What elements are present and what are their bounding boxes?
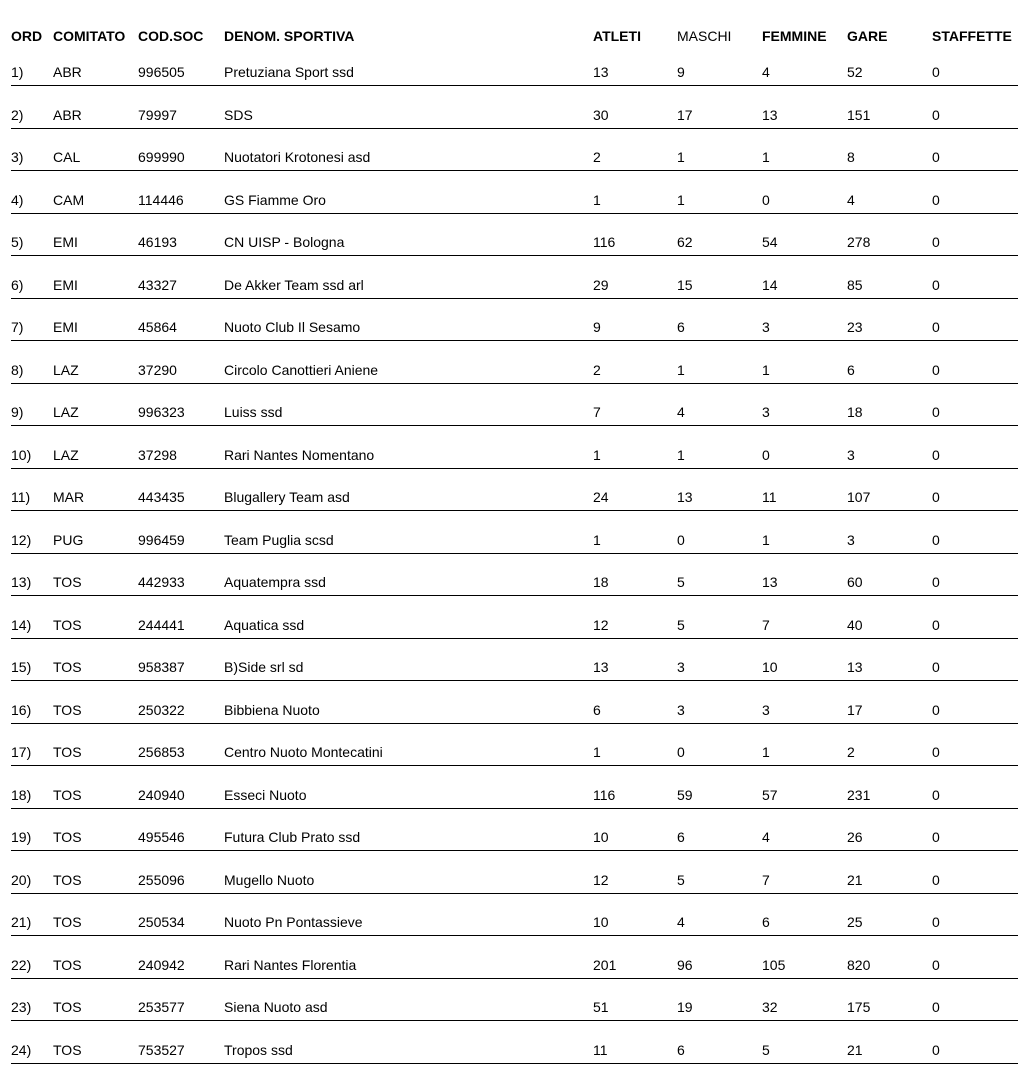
cell-denom-sportiva: De Akker Team ssd arl bbox=[224, 276, 364, 294]
table-row bbox=[0, 446, 1034, 489]
cell-maschi: 5 bbox=[677, 871, 685, 889]
cell-femmine: 4 bbox=[762, 828, 770, 846]
cell-atleti: 11 bbox=[593, 1041, 608, 1059]
cell-femmine: 0 bbox=[762, 446, 770, 464]
header-maschi: MASCHI bbox=[677, 27, 731, 45]
cell-cod-soc: 753527 bbox=[138, 1041, 185, 1059]
cell-gare: 52 bbox=[847, 63, 863, 81]
row-divider bbox=[11, 893, 1018, 894]
cell-staffette: 0 bbox=[932, 488, 940, 506]
cell-maschi: 17 bbox=[677, 106, 693, 124]
cell-gare: 175 bbox=[847, 998, 870, 1016]
table-header bbox=[0, 27, 1034, 47]
cell-cod-soc: 253577 bbox=[138, 998, 185, 1016]
row-divider bbox=[11, 850, 1018, 851]
header-atleti: ATLETI bbox=[593, 27, 641, 45]
cell-cod-soc: 442933 bbox=[138, 573, 185, 591]
cell-denom-sportiva: CN UISP - Bologna bbox=[224, 233, 344, 251]
cell-femmine: 6 bbox=[762, 913, 770, 931]
cell-maschi: 1 bbox=[677, 361, 685, 379]
cell-cod-soc: 255096 bbox=[138, 871, 185, 889]
cell-ord: 2) bbox=[11, 106, 23, 124]
cell-ord: 1) bbox=[11, 63, 23, 81]
table-row bbox=[0, 361, 1034, 404]
cell-staffette: 0 bbox=[932, 233, 940, 251]
cell-cod-soc: 240940 bbox=[138, 786, 185, 804]
cell-atleti: 13 bbox=[593, 658, 609, 676]
cell-denom-sportiva: Siena Nuoto asd bbox=[224, 998, 328, 1016]
row-divider bbox=[11, 255, 1018, 256]
cell-denom-sportiva: Centro Nuoto Montecatini bbox=[224, 743, 383, 761]
cell-atleti: 13 bbox=[593, 63, 609, 81]
cell-ord: 12) bbox=[11, 531, 31, 549]
cell-ord: 5) bbox=[11, 233, 23, 251]
cell-gare: 278 bbox=[847, 233, 870, 251]
cell-femmine: 13 bbox=[762, 573, 778, 591]
table-row bbox=[0, 233, 1034, 276]
row-divider bbox=[11, 553, 1018, 554]
cell-denom-sportiva: Circolo Canottieri Aniene bbox=[224, 361, 378, 379]
cell-cod-soc: 996323 bbox=[138, 403, 185, 421]
row-divider bbox=[11, 128, 1018, 129]
cell-gare: 17 bbox=[847, 701, 863, 719]
cell-staffette: 0 bbox=[932, 998, 940, 1016]
cell-comitato: LAZ bbox=[53, 361, 79, 379]
cell-comitato: TOS bbox=[53, 573, 82, 591]
cell-atleti: 7 bbox=[593, 403, 601, 421]
cell-denom-sportiva: Nuoto Club Il Sesamo bbox=[224, 318, 360, 336]
header-staffette: STAFFETTE bbox=[932, 27, 1012, 45]
row-divider bbox=[11, 1020, 1018, 1021]
cell-cod-soc: 250534 bbox=[138, 913, 185, 931]
cell-ord: 17) bbox=[11, 743, 31, 761]
cell-femmine: 7 bbox=[762, 616, 770, 634]
cell-ord: 6) bbox=[11, 276, 23, 294]
cell-gare: 2 bbox=[847, 743, 855, 761]
cell-femmine: 3 bbox=[762, 318, 770, 336]
cell-denom-sportiva: Luiss ssd bbox=[224, 403, 282, 421]
table-row bbox=[0, 106, 1034, 149]
cell-staffette: 0 bbox=[932, 276, 940, 294]
cell-staffette: 0 bbox=[932, 828, 940, 846]
cell-gare: 4 bbox=[847, 191, 855, 209]
cell-comitato: CAM bbox=[53, 191, 84, 209]
row-divider bbox=[11, 765, 1018, 766]
table-row bbox=[0, 148, 1034, 191]
table-row bbox=[0, 786, 1034, 829]
row-divider bbox=[11, 170, 1018, 171]
row-divider bbox=[11, 213, 1018, 214]
cell-comitato: TOS bbox=[53, 786, 82, 804]
cell-atleti: 2 bbox=[593, 361, 601, 379]
cell-comitato: EMI bbox=[53, 276, 78, 294]
cell-ord: 3) bbox=[11, 148, 23, 166]
row-divider bbox=[11, 425, 1018, 426]
cell-atleti: 116 bbox=[593, 786, 615, 804]
row-divider bbox=[11, 595, 1018, 596]
row-divider bbox=[11, 1063, 1018, 1064]
cell-cod-soc: 45864 bbox=[138, 318, 177, 336]
cell-gare: 3 bbox=[847, 446, 855, 464]
cell-femmine: 3 bbox=[762, 403, 770, 421]
cell-femmine: 4 bbox=[762, 63, 770, 81]
table-row bbox=[0, 913, 1034, 956]
cell-cod-soc: 958387 bbox=[138, 658, 185, 676]
table-row bbox=[0, 318, 1034, 361]
cell-cod-soc: 37298 bbox=[138, 446, 177, 464]
cell-maschi: 3 bbox=[677, 701, 685, 719]
cell-denom-sportiva: Blugallery Team asd bbox=[224, 488, 350, 506]
cell-atleti: 6 bbox=[593, 701, 601, 719]
table-row bbox=[0, 488, 1034, 531]
cell-gare: 21 bbox=[847, 871, 863, 889]
cell-cod-soc: 443435 bbox=[138, 488, 185, 506]
header-cod-soc: COD.SOC bbox=[138, 27, 203, 45]
cell-ord: 13) bbox=[11, 573, 31, 591]
cell-maschi: 19 bbox=[677, 998, 693, 1016]
table-row bbox=[0, 998, 1034, 1041]
cell-comitato: ABR bbox=[53, 106, 82, 124]
table-row bbox=[0, 871, 1034, 914]
cell-cod-soc: 46193 bbox=[138, 233, 177, 251]
cell-comitato: TOS bbox=[53, 701, 82, 719]
cell-gare: 8 bbox=[847, 148, 855, 166]
cell-ord: 11) bbox=[11, 488, 30, 506]
cell-staffette: 0 bbox=[932, 871, 940, 889]
cell-gare: 40 bbox=[847, 616, 863, 634]
cell-denom-sportiva: SDS bbox=[224, 106, 253, 124]
cell-denom-sportiva: B)Side srl sd bbox=[224, 658, 303, 676]
cell-femmine: 13 bbox=[762, 106, 778, 124]
cell-femmine: 1 bbox=[762, 743, 770, 761]
cell-atleti: 10 bbox=[593, 828, 609, 846]
table-row bbox=[0, 828, 1034, 871]
cell-maschi: 1 bbox=[677, 148, 685, 166]
cell-cod-soc: 79997 bbox=[138, 106, 177, 124]
cell-ord: 22) bbox=[11, 956, 31, 974]
cell-cod-soc: 996505 bbox=[138, 63, 185, 81]
cell-cod-soc: 699990 bbox=[138, 148, 185, 166]
cell-comitato: LAZ bbox=[53, 446, 79, 464]
cell-staffette: 0 bbox=[932, 446, 940, 464]
row-divider bbox=[11, 723, 1018, 724]
cell-maschi: 62 bbox=[677, 233, 693, 251]
cell-atleti: 24 bbox=[593, 488, 609, 506]
header-denom-sportiva: DENOM. SPORTIVA bbox=[224, 27, 354, 45]
cell-denom-sportiva: Mugello Nuoto bbox=[224, 871, 314, 889]
header-comitato: COMITATO bbox=[53, 27, 125, 45]
cell-cod-soc: 240942 bbox=[138, 956, 185, 974]
row-divider bbox=[11, 808, 1018, 809]
header-gare: GARE bbox=[847, 27, 887, 45]
table-row bbox=[0, 658, 1034, 701]
table-row bbox=[0, 956, 1034, 999]
cell-comitato: CAL bbox=[53, 148, 80, 166]
cell-comitato: MAR bbox=[53, 488, 84, 506]
cell-femmine: 3 bbox=[762, 701, 770, 719]
cell-gare: 820 bbox=[847, 956, 870, 974]
cell-comitato: TOS bbox=[53, 743, 82, 761]
cell-denom-sportiva: GS Fiamme Oro bbox=[224, 191, 326, 209]
cell-gare: 25 bbox=[847, 913, 863, 931]
cell-gare: 23 bbox=[847, 318, 863, 336]
cell-cod-soc: 495546 bbox=[138, 828, 185, 846]
cell-femmine: 14 bbox=[762, 276, 778, 294]
cell-gare: 6 bbox=[847, 361, 855, 379]
cell-cod-soc: 37290 bbox=[138, 361, 177, 379]
cell-maschi: 15 bbox=[677, 276, 693, 294]
cell-comitato: TOS bbox=[53, 1041, 82, 1059]
header-ord: ORD bbox=[11, 27, 42, 45]
cell-gare: 107 bbox=[847, 488, 870, 506]
cell-maschi: 1 bbox=[677, 446, 685, 464]
row-divider bbox=[11, 510, 1018, 511]
cell-ord: 16) bbox=[11, 701, 31, 719]
table-row bbox=[0, 276, 1034, 319]
row-divider bbox=[11, 680, 1018, 681]
cell-ord: 19) bbox=[11, 828, 31, 846]
cell-staffette: 0 bbox=[932, 956, 940, 974]
cell-maschi: 9 bbox=[677, 63, 685, 81]
cell-staffette: 0 bbox=[932, 743, 940, 761]
table-row bbox=[0, 743, 1034, 786]
cell-ord: 20) bbox=[11, 871, 31, 889]
cell-gare: 231 bbox=[847, 786, 870, 804]
cell-comitato: EMI bbox=[53, 318, 78, 336]
cell-atleti: 51 bbox=[593, 998, 609, 1016]
row-divider bbox=[11, 383, 1018, 384]
cell-ord: 4) bbox=[11, 191, 23, 209]
cell-atleti: 29 bbox=[593, 276, 609, 294]
cell-staffette: 0 bbox=[932, 318, 940, 336]
cell-ord: 8) bbox=[11, 361, 23, 379]
cell-femmine: 1 bbox=[762, 531, 770, 549]
cell-femmine: 11 bbox=[762, 488, 777, 506]
cell-atleti: 1 bbox=[593, 743, 601, 761]
cell-femmine: 57 bbox=[762, 786, 778, 804]
table-row bbox=[0, 403, 1034, 446]
cell-denom-sportiva: Aquatempra ssd bbox=[224, 573, 326, 591]
cell-maschi: 0 bbox=[677, 531, 685, 549]
row-divider bbox=[11, 638, 1018, 639]
cell-femmine: 5 bbox=[762, 1041, 770, 1059]
cell-ord: 24) bbox=[11, 1041, 31, 1059]
cell-staffette: 0 bbox=[932, 786, 940, 804]
cell-maschi: 13 bbox=[677, 488, 693, 506]
cell-femmine: 1 bbox=[762, 148, 770, 166]
cell-denom-sportiva: Bibbiena Nuoto bbox=[224, 701, 320, 719]
cell-comitato: LAZ bbox=[53, 403, 79, 421]
cell-gare: 26 bbox=[847, 828, 863, 846]
cell-ord: 7) bbox=[11, 318, 23, 336]
cell-atleti: 1 bbox=[593, 191, 601, 209]
cell-atleti: 18 bbox=[593, 573, 609, 591]
cell-maschi: 96 bbox=[677, 956, 693, 974]
cell-comitato: TOS bbox=[53, 998, 82, 1016]
table-row bbox=[0, 531, 1034, 574]
cell-denom-sportiva: Aquatica ssd bbox=[224, 616, 304, 634]
cell-femmine: 0 bbox=[762, 191, 770, 209]
table-row bbox=[0, 191, 1034, 234]
cell-denom-sportiva: Nuotatori Krotonesi asd bbox=[224, 148, 370, 166]
cell-staffette: 0 bbox=[932, 63, 940, 81]
cell-gare: 18 bbox=[847, 403, 863, 421]
cell-ord: 9) bbox=[11, 403, 23, 421]
cell-denom-sportiva: Rari Nantes Florentia bbox=[224, 956, 356, 974]
cell-maschi: 6 bbox=[677, 1041, 685, 1059]
cell-denom-sportiva: Esseci Nuoto bbox=[224, 786, 306, 804]
row-divider bbox=[11, 978, 1018, 979]
cell-comitato: ABR bbox=[53, 63, 82, 81]
cell-staffette: 0 bbox=[932, 616, 940, 634]
cell-staffette: 0 bbox=[932, 1041, 940, 1059]
cell-atleti: 116 bbox=[593, 233, 615, 251]
cell-cod-soc: 43327 bbox=[138, 276, 177, 294]
cell-denom-sportiva: Team Puglia scsd bbox=[224, 531, 334, 549]
cell-staffette: 0 bbox=[932, 361, 940, 379]
cell-femmine: 7 bbox=[762, 871, 770, 889]
cell-denom-sportiva: Pretuziana Sport ssd bbox=[224, 63, 354, 81]
cell-gare: 60 bbox=[847, 573, 863, 591]
cell-comitato: TOS bbox=[53, 658, 82, 676]
cell-staffette: 0 bbox=[932, 913, 940, 931]
table-row bbox=[0, 701, 1034, 744]
cell-gare: 21 bbox=[847, 1041, 863, 1059]
cell-cod-soc: 250322 bbox=[138, 701, 185, 719]
header-femmine: FEMMINE bbox=[762, 27, 827, 45]
cell-maschi: 3 bbox=[677, 658, 685, 676]
cell-maschi: 4 bbox=[677, 913, 685, 931]
cell-comitato: TOS bbox=[53, 956, 82, 974]
cell-atleti: 12 bbox=[593, 616, 609, 634]
cell-comitato: TOS bbox=[53, 913, 82, 931]
cell-atleti: 30 bbox=[593, 106, 609, 124]
cell-gare: 13 bbox=[847, 658, 863, 676]
cell-maschi: 0 bbox=[677, 743, 685, 761]
cell-ord: 10) bbox=[11, 446, 31, 464]
cell-comitato: TOS bbox=[53, 616, 82, 634]
cell-ord: 14) bbox=[11, 616, 31, 634]
cell-atleti: 10 bbox=[593, 913, 609, 931]
cell-cod-soc: 996459 bbox=[138, 531, 185, 549]
cell-femmine: 32 bbox=[762, 998, 778, 1016]
cell-maschi: 5 bbox=[677, 616, 685, 634]
cell-femmine: 54 bbox=[762, 233, 778, 251]
cell-denom-sportiva: Tropos ssd bbox=[224, 1041, 293, 1059]
cell-staffette: 0 bbox=[932, 531, 940, 549]
cell-staffette: 0 bbox=[932, 573, 940, 591]
row-divider bbox=[11, 85, 1018, 86]
cell-cod-soc: 256853 bbox=[138, 743, 185, 761]
table-row bbox=[0, 616, 1034, 659]
cell-comitato: TOS bbox=[53, 828, 82, 846]
cell-atleti: 9 bbox=[593, 318, 601, 336]
row-divider bbox=[11, 298, 1018, 299]
cell-femmine: 1 bbox=[762, 361, 770, 379]
cell-maschi: 1 bbox=[677, 191, 685, 209]
cell-staffette: 0 bbox=[932, 191, 940, 209]
cell-maschi: 5 bbox=[677, 573, 685, 591]
cell-staffette: 0 bbox=[932, 701, 940, 719]
cell-atleti: 1 bbox=[593, 531, 601, 549]
cell-atleti: 1 bbox=[593, 446, 601, 464]
cell-maschi: 6 bbox=[677, 828, 685, 846]
cell-atleti: 12 bbox=[593, 871, 609, 889]
cell-femmine: 10 bbox=[762, 658, 778, 676]
cell-ord: 15) bbox=[11, 658, 31, 676]
cell-comitato: EMI bbox=[53, 233, 78, 251]
cell-staffette: 0 bbox=[932, 403, 940, 421]
row-divider bbox=[11, 340, 1018, 341]
table-row bbox=[0, 63, 1034, 106]
cell-gare: 151 bbox=[847, 106, 870, 124]
cell-denom-sportiva: Futura Club Prato ssd bbox=[224, 828, 360, 846]
cell-denom-sportiva: Nuoto Pn Pontassieve bbox=[224, 913, 363, 931]
row-divider bbox=[11, 468, 1018, 469]
cell-staffette: 0 bbox=[932, 106, 940, 124]
cell-gare: 85 bbox=[847, 276, 863, 294]
cell-ord: 23) bbox=[11, 998, 31, 1016]
cell-femmine: 105 bbox=[762, 956, 785, 974]
cell-comitato: TOS bbox=[53, 871, 82, 889]
cell-maschi: 59 bbox=[677, 786, 693, 804]
cell-staffette: 0 bbox=[932, 148, 940, 166]
cell-ord: 18) bbox=[11, 786, 31, 804]
cell-cod-soc: 114446 bbox=[138, 191, 184, 209]
row-divider bbox=[11, 935, 1018, 936]
cell-staffette: 0 bbox=[932, 658, 940, 676]
cell-denom-sportiva: Rari Nantes Nomentano bbox=[224, 446, 374, 464]
cell-maschi: 4 bbox=[677, 403, 685, 421]
cell-maschi: 6 bbox=[677, 318, 685, 336]
cell-cod-soc: 244441 bbox=[138, 616, 185, 634]
table-row bbox=[0, 573, 1034, 616]
cell-atleti: 2 bbox=[593, 148, 601, 166]
table-row bbox=[0, 1041, 1034, 1083]
cell-comitato: PUG bbox=[53, 531, 83, 549]
cell-atleti: 201 bbox=[593, 956, 616, 974]
cell-gare: 3 bbox=[847, 531, 855, 549]
cell-ord: 21) bbox=[11, 913, 31, 931]
